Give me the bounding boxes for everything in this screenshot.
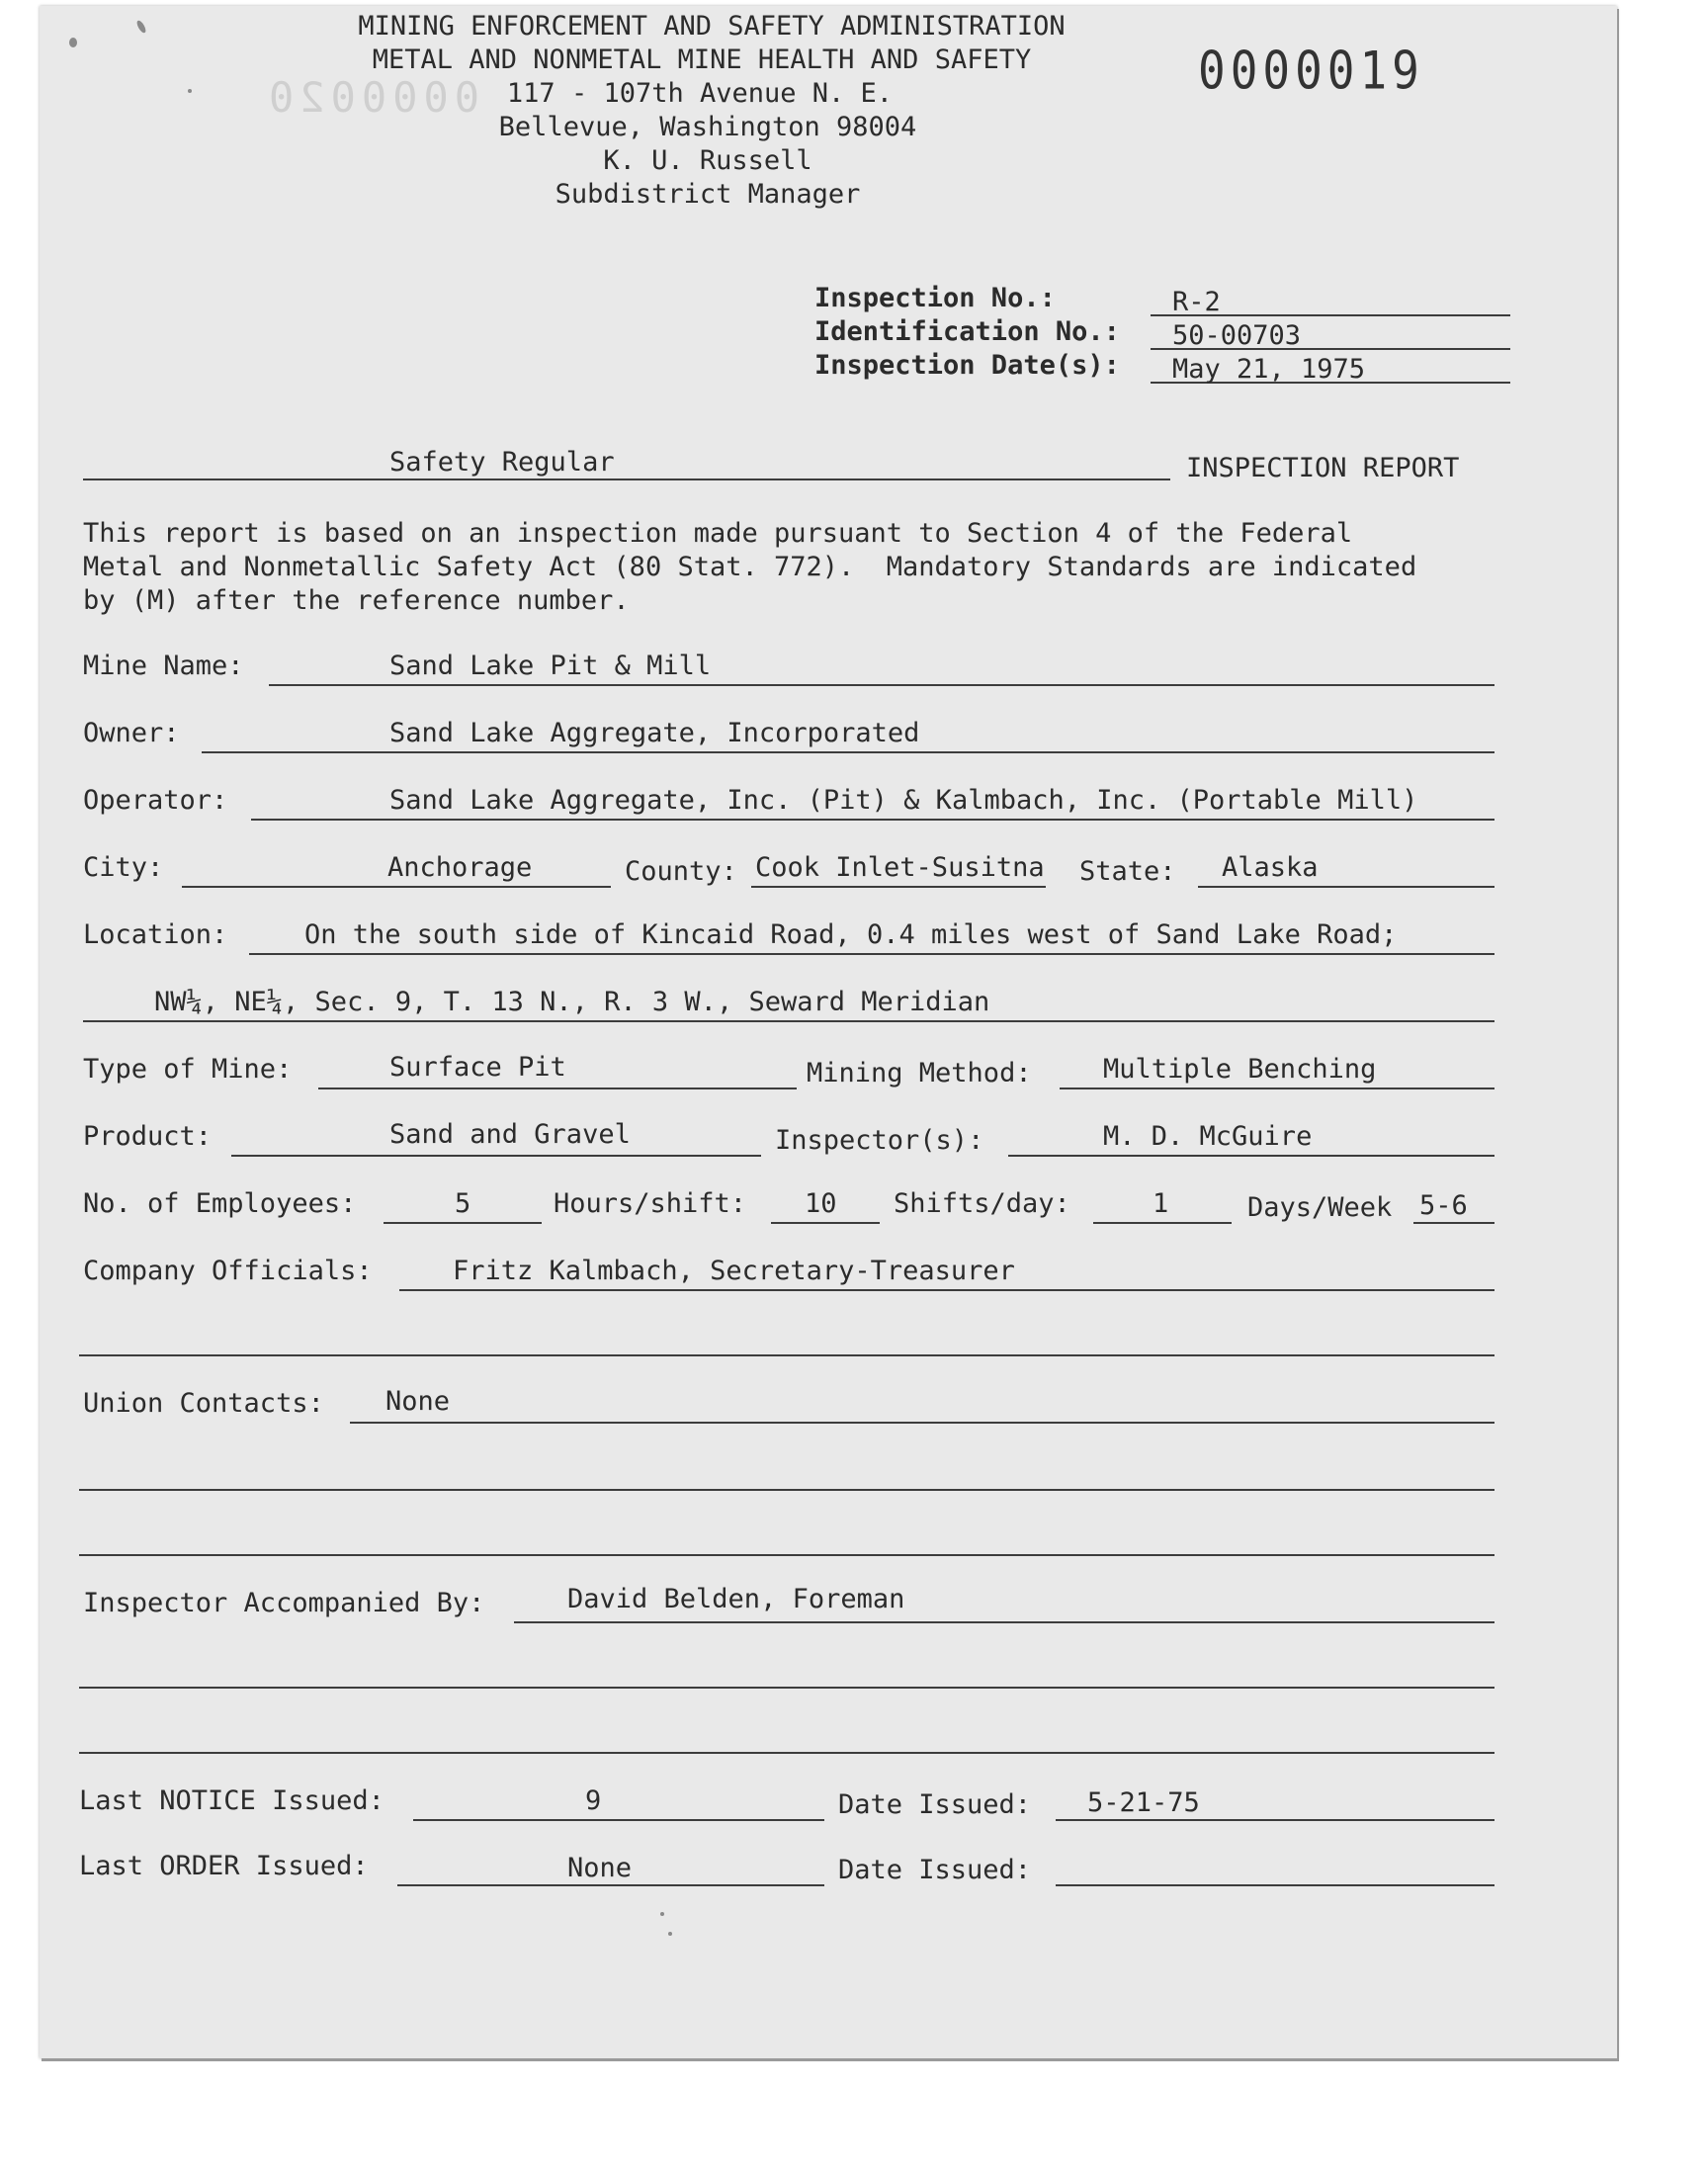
owner-value: Sand Lake Aggregate, Incorporated [389,718,920,748]
report-type-value: Safety Regular [389,447,615,478]
days-week-line [1413,1222,1494,1224]
accompanied-by-value: David Belden, Foreman [567,1584,905,1614]
mine-name-line [269,684,1494,686]
mining-method-label: Mining Method: [807,1058,1032,1088]
bleed-through-stamp: 0000020 [263,73,480,122]
union-contacts-line-1 [350,1422,1494,1424]
order-date-line [1056,1884,1494,1886]
mine-type-label: Type of Mine: [83,1054,293,1085]
location-line-1 [249,953,1494,955]
report-type-line [83,478,1170,480]
officials-line-1 [399,1289,1494,1291]
location-label: Location: [83,919,228,950]
intro-line-1: This report is based on an inspection made pursuant to Section 4 of the Federal [83,518,1353,549]
operator-line [251,819,1494,821]
state-value: Alaska [1222,852,1319,883]
union-contacts-label: Union Contacts: [83,1388,324,1419]
mining-method-value: Multiple Benching [1103,1054,1377,1085]
last-order-value: None [567,1853,633,1883]
speck-mark [660,1912,664,1916]
intro-line-2: Metal and Nonmetallic Safety Act (80 Stat. 772). Mandatory Standards are indicated [83,552,1417,582]
report-page [40,6,1617,2058]
owner-label: Owner: [83,718,180,748]
last-order-line [397,1884,824,1886]
mine-type-line [318,1088,797,1089]
accompanied-by-line-3 [79,1752,1494,1754]
office-address: 117 - 107th Avenue N. E. [506,78,894,109]
office-city: Bellevue, Washington 98004 [498,112,917,142]
city-line [182,886,611,888]
state-label: State: [1079,856,1176,887]
speck-mark [668,1932,672,1936]
union-contacts-value: None [385,1386,451,1417]
location-value-2: NW¼, NE¼, Sec. 9, T. 13 N., R. 3 W., Seward Meridian [154,987,990,1017]
officials-line-2 [79,1354,1494,1356]
product-label: Product: [83,1121,213,1152]
shifts-day-line [1093,1222,1232,1224]
document-number-stamp: 0000019 [1198,39,1424,102]
employees-value: 5 [455,1188,471,1219]
inspection-no-label: Inspection No.: [814,283,1056,313]
county-line [751,886,1046,888]
hours-shift-label: Hours/shift: [554,1188,747,1219]
mine-type-value: Surface Pit [389,1052,566,1083]
location-value-1: On the south side of Kincaid Road, 0.4 miles west of Sand Lake Road; [304,919,1398,950]
days-week-label: Days/Week [1247,1192,1393,1223]
product-line [231,1155,761,1157]
owner-line [202,751,1494,753]
product-value: Sand and Gravel [389,1119,631,1150]
notice-date-label: Date Issued: [838,1789,1032,1820]
officials-label: Company Officials: [83,1256,373,1286]
days-week-value: 5-6 [1419,1190,1468,1221]
identification-no-value: 50-00703 [1172,320,1302,351]
last-notice-label: Last NOTICE Issued: [79,1785,384,1816]
inspectors-line [1008,1155,1494,1157]
manager-name: K. U. Russell [603,145,812,176]
operator-label: Operator: [83,785,228,816]
inspectors-value: M. D. McGuire [1103,1121,1313,1152]
hours-shift-line [771,1222,880,1224]
last-order-label: Last ORDER Issued: [79,1851,369,1881]
hours-shift-value: 10 [805,1188,837,1219]
mining-method-line [1060,1088,1494,1089]
last-notice-line [413,1819,824,1821]
identification-no-label: Identification No.: [814,316,1120,347]
notice-date-value: 5-21-75 [1087,1787,1200,1818]
state-line [1198,886,1494,888]
union-contacts-line-2 [79,1489,1494,1491]
employees-line [384,1222,542,1224]
division-name: METAL AND NONMETAL MINE HEALTH AND SAFETY [372,44,1032,75]
last-notice-value: 9 [585,1785,602,1816]
mine-name-value: Sand Lake Pit & Mill [389,651,712,681]
shifts-day-label: Shifts/day: [894,1188,1070,1219]
city-label: City: [83,852,164,883]
agency-name: MINING ENFORCEMENT AND SAFETY ADMINISTRATION [358,11,1066,42]
inspection-no-value: R-2 [1172,287,1221,317]
accompanied-by-line-1 [514,1621,1494,1623]
intro-line-3: by (M) after the reference number. [83,585,630,616]
operator-value: Sand Lake Aggregate, Inc. (Pit) & Kalmbach, Inc. (Portable Mill) [389,785,1418,816]
inspectors-label: Inspector(s): [775,1125,984,1156]
location-line-2 [83,1020,1494,1022]
manager-title: Subdistrict Manager [555,179,861,210]
report-title: INSPECTION REPORT [1186,453,1460,483]
order-date-label: Date Issued: [838,1855,1032,1885]
county-value: Cook Inlet-Susitna [755,852,1045,883]
shifts-day-value: 1 [1153,1188,1169,1219]
notice-date-line [1056,1819,1494,1821]
mine-name-label: Mine Name: [83,651,244,681]
inspection-date-label: Inspection Date(s): [814,350,1120,381]
city-value: Anchorage [387,852,533,883]
inspection-date-value: May 21, 1975 [1172,354,1366,385]
officials-value: Fritz Kalmbach, Secretary-Treasurer [453,1256,1015,1286]
employees-label: No. of Employees: [83,1188,357,1219]
county-label: County: [625,856,737,887]
accompanied-by-line-2 [79,1687,1494,1689]
accompanied-by-label: Inspector Accompanied By: [83,1588,485,1618]
union-contacts-line-3 [79,1554,1494,1556]
